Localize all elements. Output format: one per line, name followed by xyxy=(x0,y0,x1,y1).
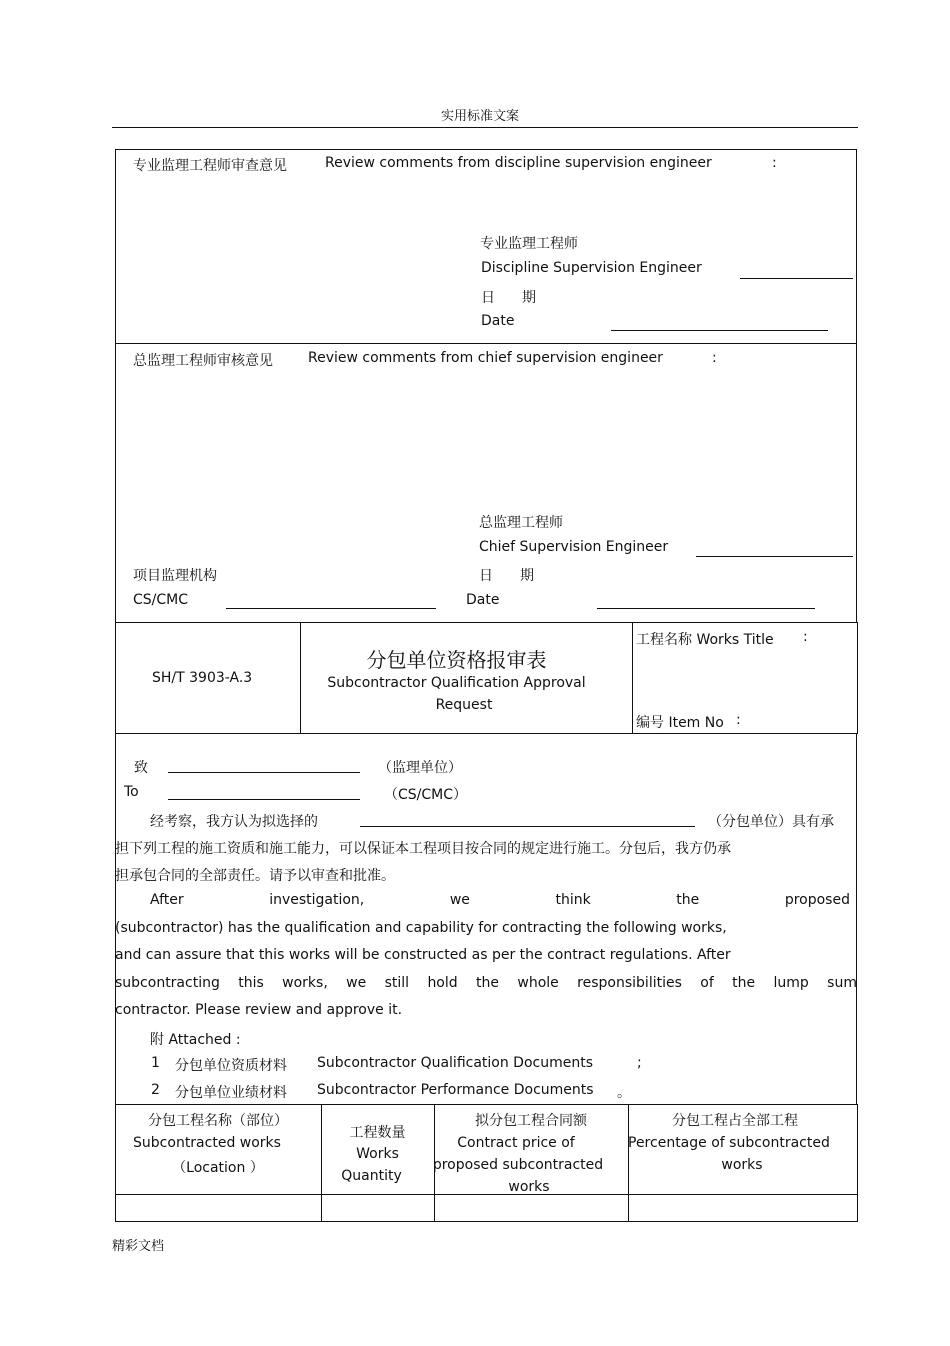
chief-engineer-label-cn: 总监理工程师 xyxy=(479,515,563,531)
paragraph-en-word: this xyxy=(238,975,264,991)
supervision-org-line[interactable] xyxy=(226,608,436,609)
table-col3-header-en-1: Contract price of xyxy=(457,1135,575,1151)
page-header-title: 实用标准文案 xyxy=(441,109,520,124)
chief-review-label-en: Review comments from chief supervision engineer xyxy=(308,350,663,366)
paragraph-cn-line2: 担下列工程的施工资质和施工能力，可以保证本工程项目按合同的规定进行施工。分包后，我方仍承 xyxy=(115,841,731,857)
paragraph-en-word: we xyxy=(449,892,470,908)
discipline-review-label-en: Review comments from discipline supervision engineer xyxy=(325,155,712,171)
paragraph-en-word: After xyxy=(150,892,184,908)
table-col3-header-cn: 拟分包工程合同额 xyxy=(475,1113,587,1129)
table-col2-header-en-1: Works xyxy=(356,1146,399,1162)
paragraph-en-word: think xyxy=(555,892,591,908)
project-supervision-org-label-en: CS/CMC xyxy=(133,592,189,608)
paragraph-en-word: still xyxy=(384,975,410,991)
paragraph-en-line1 xyxy=(150,892,850,908)
table-col2-header-en-2: Quantity xyxy=(341,1168,402,1184)
paragraph-en-line5: contractor. Please review and approve it. xyxy=(115,1002,403,1018)
works-title-colon: : xyxy=(803,629,808,645)
paragraph-en-word: responsibilities xyxy=(577,975,682,991)
header-rule xyxy=(112,127,858,128)
paragraph-en-word: lump xyxy=(773,975,809,991)
table-col4-header-en-2: works xyxy=(721,1157,763,1173)
attachment-1-end: ; xyxy=(637,1055,642,1071)
attachment-2-label-en: Subcontractor Performance Documents xyxy=(317,1082,594,1098)
to-unit-label-en: （CS/CMC） xyxy=(384,787,468,803)
table-col1-header-en-1: Subcontracted works xyxy=(133,1135,281,1151)
paragraph-en-line4 xyxy=(115,975,857,991)
item-no-label: 编号 Item No xyxy=(636,715,724,731)
paragraph-cn-line1-end: （分包单位）具有承 xyxy=(708,814,834,830)
paragraph-en-word: the xyxy=(732,975,756,991)
attachment-2-number: 2 xyxy=(151,1082,160,1098)
chief-engineer-label-en: Chief Supervision Engineer xyxy=(479,539,669,555)
table-col3-header-en-3: works xyxy=(508,1179,550,1195)
paragraph-en-word: works, xyxy=(282,975,328,991)
table-col1-header-cn: 分包工程名称（部位） xyxy=(148,1113,288,1129)
table-col3-header-en-2: proposed subcontracted xyxy=(432,1157,604,1173)
paragraph-en-word: we xyxy=(346,975,367,991)
chief-engineer-signature-line[interactable] xyxy=(696,556,853,557)
item-no-colon: : xyxy=(736,712,741,728)
chief-date-label-en: Date xyxy=(466,592,500,608)
discipline-engineer-signature-line[interactable] xyxy=(740,278,853,279)
chief-review-label-cn: 总监理工程师审核意见 xyxy=(133,353,273,369)
form-title-cn: 分包单位资格报审表 xyxy=(366,648,547,672)
form-code: SH/T 3903-A.3 xyxy=(152,670,253,686)
attachment-2-end: 。 xyxy=(617,1085,631,1101)
table-col4-header-cn: 分包工程占全部工程 xyxy=(672,1113,798,1129)
works-title-label: 工程名称 Works Title xyxy=(636,632,774,648)
discipline-review-label-cn: 专业监理工程师审查意见 xyxy=(133,158,287,174)
discipline-review-colon: : xyxy=(772,155,777,171)
attached-label: 附 Attached : xyxy=(150,1032,241,1048)
attachment-2-label-cn: 分包单位业绩材料 xyxy=(175,1085,287,1101)
paragraph-en-word: of xyxy=(700,975,714,991)
to-label-cn: 致 xyxy=(134,760,148,776)
paragraph-en-word: the xyxy=(476,975,500,991)
to-label-en: To xyxy=(124,784,139,800)
paragraph-en-word: investigation, xyxy=(269,892,365,908)
discipline-date-label-cn-2: 期 xyxy=(522,290,536,306)
project-supervision-org-label-cn: 项目监理机构 xyxy=(133,568,217,584)
paragraph-cn-line3: 担承包合同的全部责任。请予以审查和批准。 xyxy=(115,868,395,884)
form-title-en-line1: Subcontractor Qualification Approval xyxy=(327,675,586,691)
paragraph-en-word: proposed xyxy=(784,892,850,908)
table-col2-header-cn: 工程数量 xyxy=(349,1125,406,1141)
subcontractor-name-line[interactable] xyxy=(360,826,695,827)
form-title-en-line2: Request xyxy=(435,697,493,713)
to-unit-label-cn: （监理单位） xyxy=(378,760,462,776)
paragraph-en-word: subcontracting xyxy=(115,975,220,991)
body-right-border xyxy=(856,733,857,1105)
chief-date-label-cn-2: 期 xyxy=(520,568,534,584)
table-col4-header-en-1: Percentage of subcontracted xyxy=(628,1135,830,1151)
paragraph-en-word: hold xyxy=(427,975,458,991)
attachment-1-number: 1 xyxy=(151,1055,160,1071)
paragraph-en-word: sum xyxy=(827,975,857,991)
to-unit-line-cn[interactable] xyxy=(168,772,360,773)
paragraph-en-word: whole xyxy=(517,975,559,991)
chief-date-label-cn-1: 日 xyxy=(479,568,493,584)
paragraph-en-word: the xyxy=(676,892,700,908)
discipline-date-label-en: Date xyxy=(481,313,515,329)
attachment-1-label-en: Subcontractor Qualification Documents xyxy=(317,1055,594,1071)
attachment-1-label-cn: 分包单位资质材料 xyxy=(175,1058,287,1074)
body-left-border xyxy=(115,733,116,1105)
chief-review-colon: : xyxy=(712,350,717,366)
to-unit-line-en[interactable] xyxy=(168,799,360,800)
discipline-engineer-label-cn: 专业监理工程师 xyxy=(480,236,578,252)
chief-date-line[interactable] xyxy=(597,608,815,609)
paragraph-cn-line1-start: 经考察，我方认为拟选择的 xyxy=(150,814,318,830)
page-footer-text: 精彩文档 xyxy=(112,1239,165,1254)
paragraph-en-line3: and can assure that this works will be constructed as per the contract regulations. After xyxy=(115,947,731,963)
table-col1-header-en-2: （Location ） xyxy=(172,1160,264,1176)
discipline-engineer-label-en: Discipline Supervision Engineer xyxy=(481,260,702,276)
discipline-date-line[interactable] xyxy=(611,330,828,331)
paragraph-en-line2: (subcontractor) has the qualification and capability for contracting the following works, xyxy=(115,920,727,936)
discipline-date-label-cn-1: 日 xyxy=(481,290,495,306)
